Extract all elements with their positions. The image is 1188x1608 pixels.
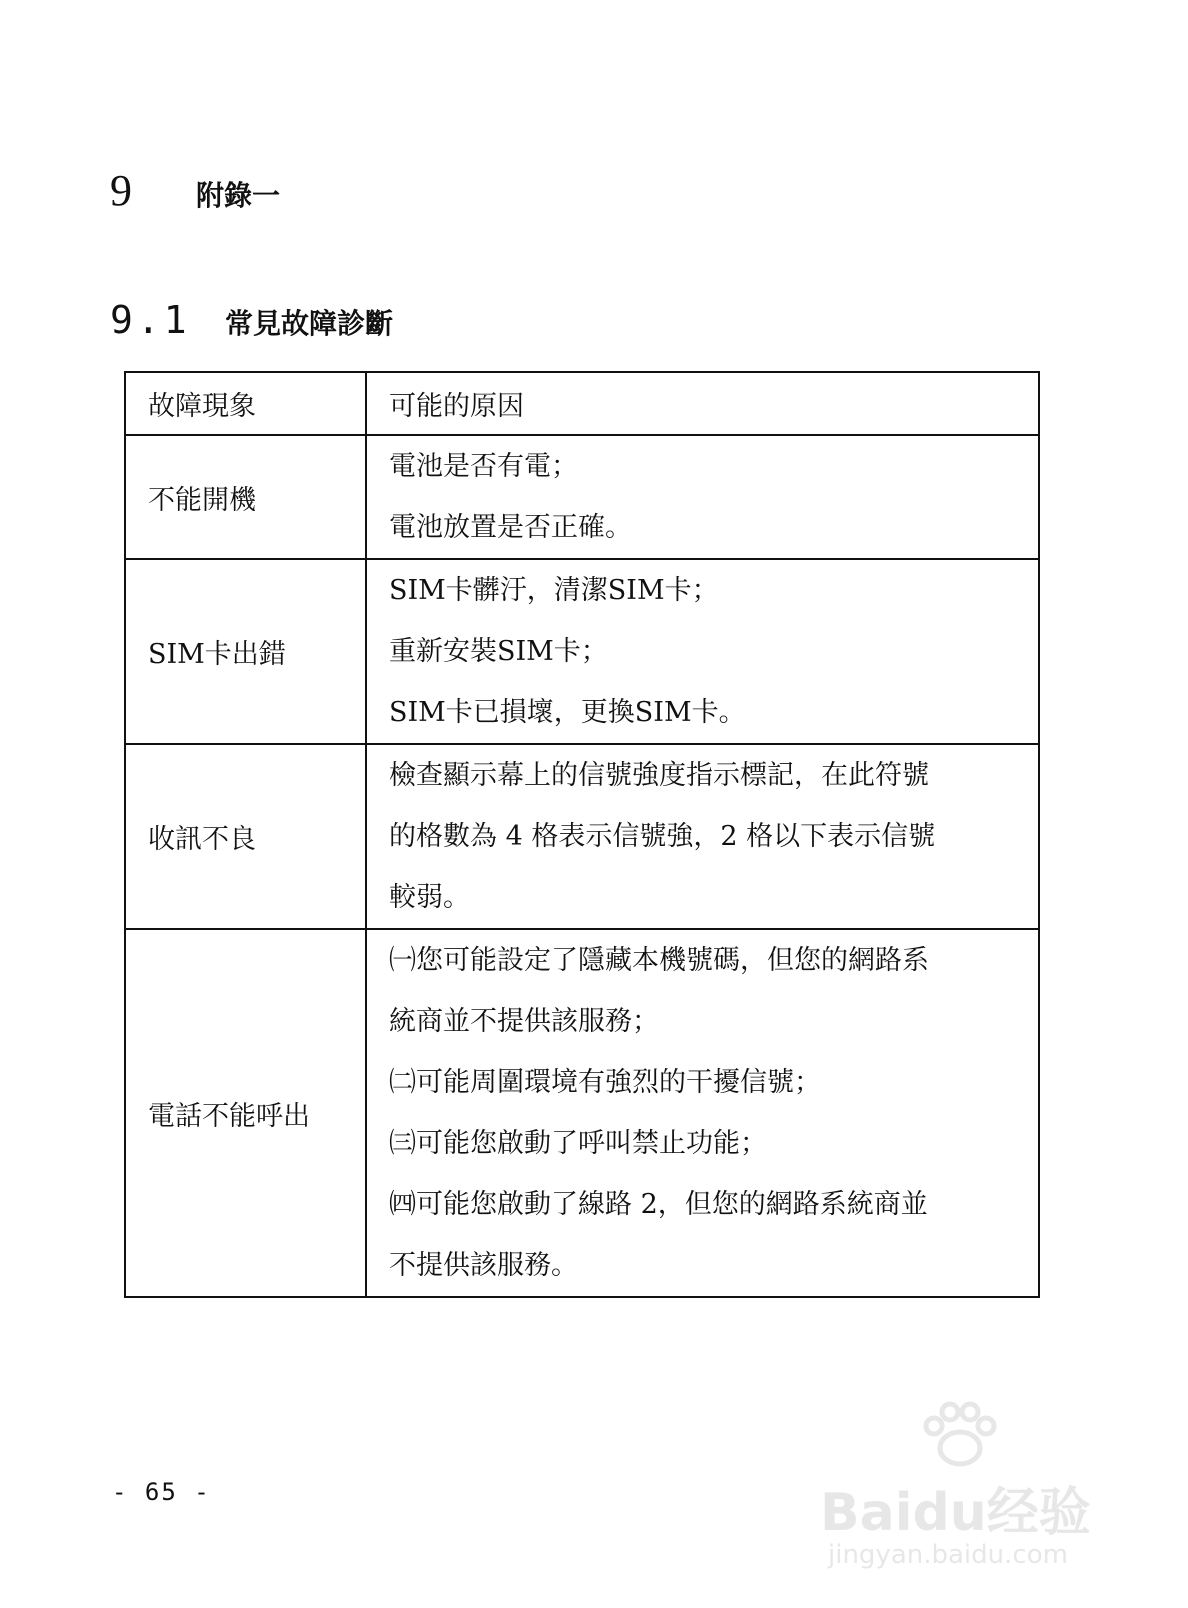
cause-line: 的格數為 4 格表示信號強，2 格以下表示信號 [389,821,936,852]
symptom-cell: 不能開機 [125,435,366,559]
causes-cell [366,929,1039,1297]
baidu-watermark [820,1400,1100,1580]
cause-line: ㈡可能周圍環境有強烈的干擾信號； [389,1067,821,1098]
paw-icon [920,1400,1000,1470]
symptom-cell: 電話不能呼出 [125,929,366,1297]
section-heading [110,298,393,342]
cause-line: 重新安裝SIM卡； [389,636,608,667]
cause-line: ㈣可能您啟動了線路 2，但您的網路系統商並 [389,1189,928,1220]
cause-line: ㈠您可能設定了隱藏本機號碼，但您的網路系 [389,945,929,976]
table-row [125,744,1039,929]
cause-line: 統商並不提供該服務； [389,1006,659,1037]
page-number: - 65 - [112,1478,211,1506]
table-row [125,435,1039,559]
symptom-cell: SIM卡出錯 [125,559,366,744]
table-header-row [125,372,1039,435]
cause-line: ㈢可能您啟動了呼叫禁止功能； [389,1128,767,1159]
table-row [125,559,1039,744]
header-causes: 可能的原因 [366,372,1039,435]
cause-line: 電池是否有電； [389,451,578,482]
causes-cell [366,559,1039,744]
chapter-number: 9 [110,166,132,215]
cause-line: 電池放置是否正確。 [389,512,632,543]
causes-cell [366,435,1039,559]
chapter-heading [110,165,280,216]
causes-cell [366,744,1039,929]
cause-line: 不提供該服務。 [389,1250,578,1281]
watermark-brand: Baidu经验 [820,1483,1091,1543]
header-symptom: 故障現象 [125,372,366,435]
section-number: 9.1 [110,298,191,342]
chapter-title: 附錄一 [196,179,281,212]
symptom-cell: 收訊不良 [125,744,366,929]
troubleshooting-table [124,371,1040,1298]
cause-line: 較弱。 [389,882,470,913]
section-title: 常見故障診斷 [225,307,394,340]
watermark-url: jingyan.baidu.com [828,1540,1068,1570]
cause-line: SIM卡已損壞，更換SIM卡。 [389,697,746,728]
cause-line: 檢查顯示幕上的信號強度指示標記，在此符號 [389,760,929,791]
table-row [125,929,1039,1297]
cause-line: SIM卡髒汙，清潔SIM卡； [389,575,719,606]
